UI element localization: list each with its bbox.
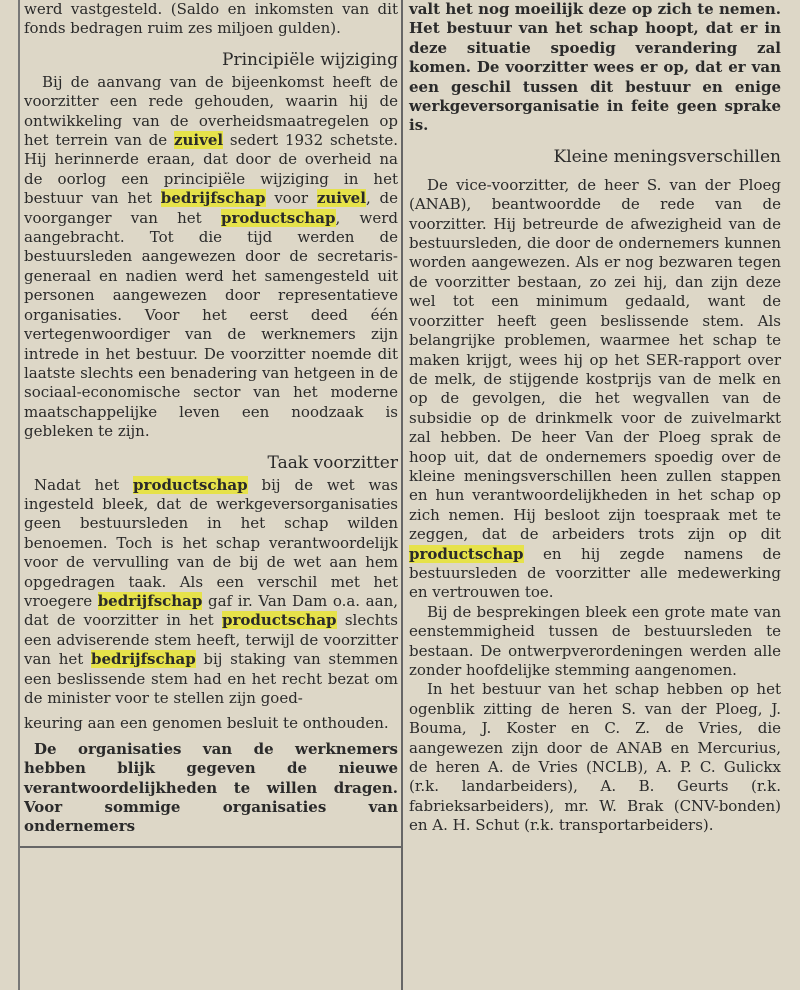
paragraph-bestuur-zitting: In het bestuur van het schap hebben op het ogenblik zitting de heren S. van der Ploeg, J. Bouma, J. Koster en C. Z. de Vries, die aangewezen zijn door de ANAB en Mercurius, de heren A. de Vries (NCLB), A. P. C. Gulickx (r.k. landarbeiders), A. B. Geurts (r.k. fabrieksarbeiders), mr. W. Brak (CNV-bonden) en A. H. Schut (r.k. transportarbeiders). — [409, 680, 781, 835]
highlighted-term: bedrijfschap — [97, 591, 203, 610]
highlighted-term: zuivel — [173, 131, 224, 150]
right-column — [409, 0, 781, 836]
highlighted-term: zuivel — [316, 189, 366, 208]
column-divider — [401, 0, 403, 990]
heading-principiele-wijziging: Principiële wijziging — [222, 49, 398, 70]
paragraph-nadat: Nadat het productschap bij de wet was ingesteld bleek, dat de werkgeversorganisaties geen bestuursleden in het schap wilden benoemen. Toch is het schap verantwoordelijk voor de vervulling van de bij de wet aan hem opgedragen taak. Als een verschil met het vroegere bedrijfschap gaf ir. Van Dam o.a. aan, dat de voorzitter in het productschap slechts een adviserende stem heeft, terwijl de voorzitter van het bedrijfschap bij staking van stemmen een beslissende stem had en het recht bezat om de minister voor te stellen zijn goed- — [24, 475, 399, 707]
paragraph-vice-voorzitter: De vice-voorzitter, de heer S. van der Ploeg (ANAB), beantwoordde de rede van de voorzitter. Hij betreurde de afwezigheid van de bestuursleden, die door de ondernemers kunnen worden aangewezen. Als er nog bezwaren tegen de voorzitter bestaan, zo zei hij, dan zijn deze wel tot een minimum gedaald, want de voorzitter heeft geen beslissende stem. Als belangrijke problemen, waarmee het schap te maken krijgt, wees hij op het SER-rapport over de melk, de stijgende kostprijs van de melk en op de gevolgen, die het wegvallen van de subsidie op de drinkmelk voor de zuivelmarkt zal hebben. De heer Van der Ploeg sprak de hoop uit, dat de ondernemers spoedig over de kleine meningsverschillen heen zullen stappen en hun verantwoordelijkheden in het schap op zich nemen. Hij besloot zijn toespraak met te zeggen, dat de arbeiders trots zijn op dit productschap en hij zegde namens de bestuursleden de voorzitter alle medewerking en vertrouwen toe. — [409, 175, 781, 602]
paragraph-keuring: keuring aan een genomen besluit te onthouden. — [24, 714, 389, 733]
highlighted-term: productschap — [409, 544, 524, 563]
left-border-rule — [18, 0, 20, 990]
paragraph-besprekingen: Bij de besprekingen bleek een grote mate van eenstemmigheid tussen de bestuursleden te bestaan. De ontwerpverordeningen werden alle zonder hoofdelijke stemming aangenomen. — [409, 602, 781, 679]
clipping-cut-line — [20, 846, 401, 848]
highlighted-term: productschap — [220, 208, 336, 227]
heading-kleine-meningsverschillen: Kleine meningsverschillen — [553, 146, 781, 167]
left-column — [24, 0, 398, 837]
heading-taak-voorzitter: Taak voorzitter — [267, 452, 398, 473]
intro-paragraph: werd vastgesteld. (Saldo en inkomsten van dit fonds bedragen ruim zes miljoen gulden). — [24, 0, 398, 38]
paragraph-continuation: valt het nog moeilijk deze op zich te nemen. Het bestuur van het schap hoopt, dat er in deze situatie spoedig verandering zal komen. De voorzitter wees er op, dat er van een geschil tussen dit bestuur en enige werkgeversorganisatie in feite geen sprake is. — [409, 0, 781, 135]
highlighted-term: productschap — [222, 611, 337, 630]
highlighted-term: productschap — [133, 475, 248, 494]
highlighted-term: bedrijfschap — [160, 189, 266, 208]
paragraph-aanvang: Bij de aanvang van de bijeenkomst heeft de voorzitter een rede gehouden, waarin hij de ontwikkeling van de overheidsmaatregelen op het terrein van de zuivel sedert 1932 schetste. Hij herinnerde eraan, dat door de overheid na de oorlog een principiële wijziging in het bestuur van het bedrijfschap voor zuivel, de voorganger van het productschap, werd aangebracht. Tot die tijd werden de bestuursleden aangewezen door de secretaris-generaal en nadien werd het samengesteld uit personen aangewezen door representatieve organisaties. Voor het eerst deed één vertegenwoordiger van de werknemers zijn intrede in het bestuur. De voorzitter noemde dit laatste slechts een benadering van hetgeen in de sociaal-economische sector van het moderne maatschappelijke leven een noodzaak is gebleken te zijn. — [24, 72, 399, 441]
paragraph-organisaties: De organisaties van de werknemers hebben blijk gegeven de nieuwe verantwoordelijkheden te willen dragen. Voor sommige organisaties van ondernemers — [24, 739, 398, 836]
highlighted-term: bedrijfschap — [91, 650, 196, 669]
